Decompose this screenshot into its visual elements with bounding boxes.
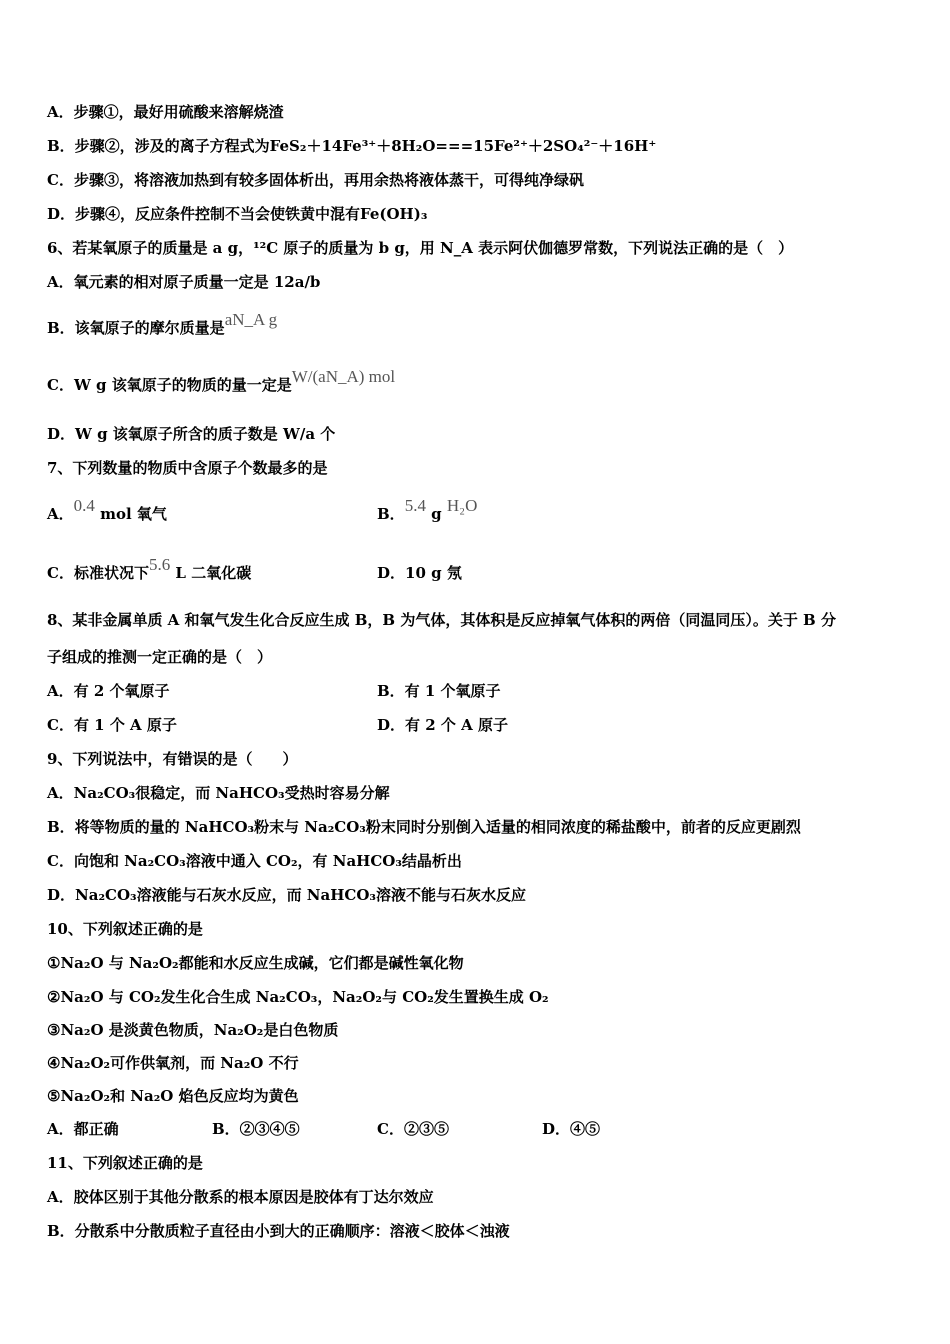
- q10-stem: 10、下列叙述正确的是: [47, 920, 203, 938]
- q5-option-c: C．步骤③，将溶液加热到有较多固体析出，再用余热将液体蒸干，可得纯净绿矾: [47, 171, 584, 189]
- q8-option-a: A．有 2 个氧原子: [47, 682, 170, 700]
- q9-option-c: C．向饱和 Na₂CO₃溶液中通入 CO₂，有 NaHCO₃结晶析出: [47, 852, 462, 870]
- q8-stem-line1: 8、某非金属单质 A 和氧气发生化合反应生成 B，B 为气体，其体积是反应掉氧气体积的两倍（同温同压）。关于 B 分: [47, 611, 836, 629]
- formula: 0.4: [73, 496, 95, 515]
- q9-stem: 9、下列说法中，有错误的是（ ）: [47, 750, 298, 768]
- q11-stem: 11、下列叙述正确的是: [47, 1154, 203, 1172]
- q10-option-c: C．②③⑤: [377, 1120, 449, 1138]
- q10-statement-4: ④Na₂O₂可作供氧剂，而 Na₂O 不行: [47, 1054, 299, 1072]
- q7-option-b: [377, 496, 478, 524]
- q7-stem: 7、下列数量的物质中含原子个数最多的是: [47, 459, 328, 477]
- q6-option-a: A．氧元素的相对原子质量一定是 12a/b: [47, 273, 321, 291]
- q8-option-d: D．有 2 个 A 原子: [377, 716, 508, 734]
- q5-option-b: B．步骤②，涉及的离子方程式为FeS₂＋14Fe³⁺＋8H₂O===15Fe²⁺＋2SO₄²⁻＋16H⁺: [47, 137, 657, 155]
- text: L 二氧化碳: [170, 564, 252, 582]
- q8-option-b: B．有 1 个氧原子: [377, 682, 501, 700]
- q10-statement-1: ①Na₂O 与 Na₂O₂都能和水反应生成碱，它们都是碱性氧化物: [47, 954, 464, 972]
- q10-statement-3: ③Na₂O 是淡黄色物质，Na₂O₂是白色物质: [47, 1021, 339, 1039]
- q10-statement-5: ⑤Na₂O₂和 Na₂O 焰色反应均为黄色: [47, 1087, 299, 1105]
- q9-option-b: B．将等物质的量的 NaHCO₃粉末与 Na₂CO₃粉末同时分别倒入适量的相同浓度的稀盐酸中，前者的反应更剧烈: [47, 818, 801, 836]
- q8-stem-line2: 子组成的推测一定正确的是（ ）: [47, 648, 273, 666]
- q6-stem: 6、若某氧原子的质量是 a g，¹²C 原子的质量为 b g，用 N_A 表示阿伏伽德罗常数，下列说法正确的是（ ）: [47, 239, 794, 257]
- q11-option-a: A．胶体区别于其他分散系的根本原因是胶体有丁达尔效应: [47, 1188, 434, 1206]
- q10-option-a: A．都正确: [47, 1120, 119, 1138]
- q5-option-d: D．步骤④，反应条件控制不当会使铁黄中混有Fe(OH)₃: [47, 205, 428, 223]
- q7-option-d: D．10 g 氖: [377, 564, 462, 582]
- q7-option-a: [47, 496, 167, 524]
- label: C．标准状况下: [47, 564, 149, 582]
- label: B．: [377, 505, 405, 523]
- q6-option-c-formula: W/(aN_A) mol: [291, 367, 396, 386]
- text: mol 氧气: [94, 505, 167, 523]
- q10-option-d: D．④⑤: [542, 1120, 601, 1138]
- q6-option-b: [47, 310, 278, 338]
- formula: 5.4: [404, 496, 426, 515]
- label: A．: [47, 505, 74, 523]
- q9-option-a: A．Na₂CO₃很稳定，而 NaHCO₃受热时容易分解: [47, 784, 390, 802]
- formula: H₂O: [446, 496, 478, 515]
- q11-option-b: B．分散系中分散质粒子直径由小到大的正确顺序：溶液＜胶体＜浊液: [47, 1222, 510, 1240]
- text: g: [425, 505, 447, 523]
- q10-statement-2: ②Na₂O 与 CO₂发生化合生成 Na₂CO₃，Na₂O₂与 CO₂发生置换生成 O₂: [47, 988, 549, 1006]
- q6-option-b-text: B．该氧原子的摩尔质量是: [47, 319, 225, 337]
- q9-option-d: D．Na₂CO₃溶液能与石灰水反应，而 NaHCO₃溶液不能与石灰水反应: [47, 886, 526, 904]
- q6-option-d: D．W g 该氧原子所含的质子数是 W/a 个: [47, 425, 336, 443]
- q6-option-b-formula: aN_A g: [224, 310, 278, 329]
- q7-option-c: [47, 555, 252, 583]
- q5-option-a: A．步骤①，最好用硫酸来溶解烧渣: [47, 103, 284, 121]
- formula: 5.6: [148, 555, 171, 574]
- q6-option-c-text: C．W g 该氧原子的物质的量一定是: [47, 376, 292, 394]
- q6-option-c: [47, 367, 396, 395]
- q8-option-c: C．有 1 个 A 原子: [47, 716, 177, 734]
- q10-option-b: B．②③④⑤: [212, 1120, 300, 1138]
